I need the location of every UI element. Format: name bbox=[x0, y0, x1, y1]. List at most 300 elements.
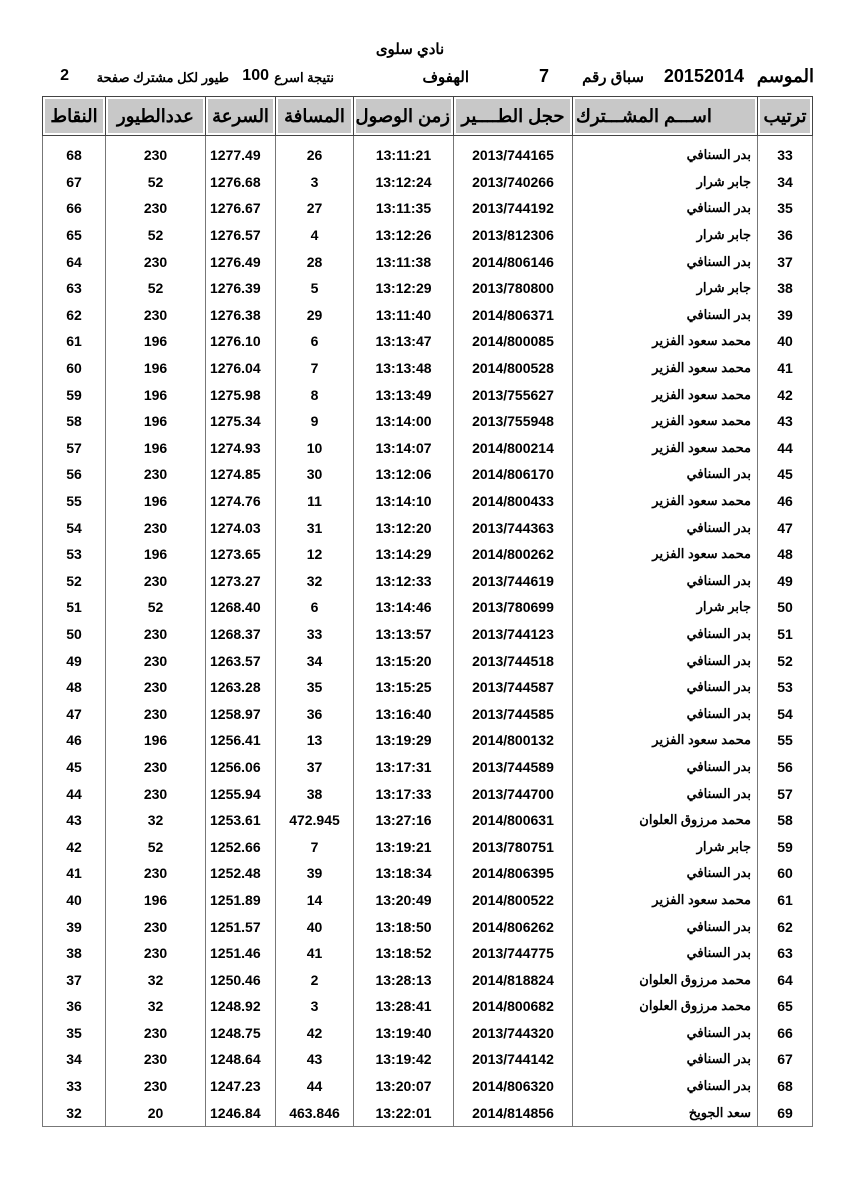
cell-speed: 1255.94 bbox=[206, 780, 276, 807]
cell-time: 13:18:52 bbox=[354, 940, 454, 967]
cell-ring: 2014/800528 bbox=[454, 355, 573, 382]
cell-rank: 59 bbox=[758, 833, 813, 860]
table-row bbox=[43, 488, 813, 515]
cell-name: جابر شرار bbox=[573, 594, 758, 621]
table-row bbox=[43, 594, 813, 621]
cell-birds: 196 bbox=[106, 541, 206, 568]
table-row bbox=[43, 514, 813, 541]
cell-rank: 46 bbox=[758, 488, 813, 515]
table-row bbox=[43, 136, 813, 169]
table-row bbox=[43, 727, 813, 754]
cell-points: 39 bbox=[43, 913, 106, 940]
cell-time: 13:13:48 bbox=[354, 355, 454, 382]
cell-rank: 62 bbox=[758, 913, 813, 940]
cell-name: جابر شرار bbox=[573, 222, 758, 249]
cell-ring: 2013/744775 bbox=[454, 940, 573, 967]
cell-name: محمد مرزوق العلوان bbox=[573, 993, 758, 1020]
cell-birds: 196 bbox=[106, 355, 206, 382]
cell-birds: 230 bbox=[106, 1046, 206, 1073]
cell-rank: 68 bbox=[758, 1073, 813, 1100]
cell-speed: 1251.89 bbox=[206, 887, 276, 914]
cell-points: 58 bbox=[43, 408, 106, 435]
cell-points: 57 bbox=[43, 435, 106, 462]
cell-ring: 2013/755627 bbox=[454, 381, 573, 408]
cell-rank: 36 bbox=[758, 222, 813, 249]
cell-speed: 1253.61 bbox=[206, 807, 276, 834]
cell-birds: 230 bbox=[106, 674, 206, 701]
cell-time: 13:17:31 bbox=[354, 754, 454, 781]
cell-time: 13:19:42 bbox=[354, 1046, 454, 1073]
cell-points: 40 bbox=[43, 887, 106, 914]
cell-birds: 196 bbox=[106, 408, 206, 435]
cell-points: 32 bbox=[43, 1099, 106, 1126]
cell-distance: 11 bbox=[276, 488, 354, 515]
cell-ring: 2013/744320 bbox=[454, 1020, 573, 1047]
cell-time: 13:14:00 bbox=[354, 408, 454, 435]
cell-name: بدر السنافي bbox=[573, 1020, 758, 1047]
cell-points: 64 bbox=[43, 248, 106, 275]
club-title: نادي سلوى bbox=[375, 41, 445, 58]
cell-birds: 32 bbox=[106, 993, 206, 1020]
cell-distance: 42 bbox=[276, 1020, 354, 1047]
cell-rank: 61 bbox=[758, 887, 813, 914]
cell-points: 38 bbox=[43, 940, 106, 967]
cell-birds: 52 bbox=[106, 222, 206, 249]
cell-time: 13:12:26 bbox=[354, 222, 454, 249]
cell-distance: 41 bbox=[276, 940, 354, 967]
cell-name: بدر السنافي bbox=[573, 568, 758, 595]
cell-rank: 40 bbox=[758, 328, 813, 355]
cell-points: 68 bbox=[43, 136, 106, 169]
cell-time: 13:20:49 bbox=[354, 887, 454, 914]
cell-name: بدر السنافي bbox=[573, 674, 758, 701]
cell-speed: 1268.37 bbox=[206, 621, 276, 648]
cell-speed: 1263.28 bbox=[206, 674, 276, 701]
cell-points: 49 bbox=[43, 647, 106, 674]
cell-speed: 1251.46 bbox=[206, 940, 276, 967]
cell-distance: 26 bbox=[276, 136, 354, 169]
cell-name: بدر السنافي bbox=[573, 136, 758, 169]
cell-name: جابر شرار bbox=[573, 169, 758, 196]
cell-points: 66 bbox=[43, 195, 106, 222]
cell-birds: 230 bbox=[106, 621, 206, 648]
cell-ring: 2014/800085 bbox=[454, 328, 573, 355]
cell-points: 42 bbox=[43, 833, 106, 860]
cell-speed: 1275.34 bbox=[206, 408, 276, 435]
cell-distance: 8 bbox=[276, 381, 354, 408]
cell-ring: 2013/780800 bbox=[454, 275, 573, 302]
cell-distance: 36 bbox=[276, 700, 354, 727]
cell-speed: 1250.46 bbox=[206, 966, 276, 993]
cell-points: 43 bbox=[43, 807, 106, 834]
cell-ring: 2014/818824 bbox=[454, 966, 573, 993]
cell-ring: 2014/800631 bbox=[454, 807, 573, 834]
cell-birds: 196 bbox=[106, 887, 206, 914]
cell-ring: 2014/806320 bbox=[454, 1073, 573, 1100]
cell-speed: 1276.67 bbox=[206, 195, 276, 222]
cell-time: 13:14:46 bbox=[354, 594, 454, 621]
cell-points: 34 bbox=[43, 1046, 106, 1073]
table-row bbox=[43, 568, 813, 595]
cell-speed: 1274.76 bbox=[206, 488, 276, 515]
cell-points: 44 bbox=[43, 780, 106, 807]
cell-rank: 53 bbox=[758, 674, 813, 701]
cell-time: 13:11:21 bbox=[354, 136, 454, 169]
cell-rank: 51 bbox=[758, 621, 813, 648]
cell-name: بدر السنافي bbox=[573, 754, 758, 781]
cell-points: 60 bbox=[43, 355, 106, 382]
cell-ring: 2014/806262 bbox=[454, 913, 573, 940]
cell-name: بدر السنافي bbox=[573, 647, 758, 674]
cell-speed: 1273.27 bbox=[206, 568, 276, 595]
cell-rank: 39 bbox=[758, 302, 813, 329]
column-header-points: النقاط bbox=[43, 97, 106, 136]
cell-points: 45 bbox=[43, 754, 106, 781]
cell-distance: 40 bbox=[276, 913, 354, 940]
cell-ring: 2013/744142 bbox=[454, 1046, 573, 1073]
cell-speed: 1274.85 bbox=[206, 461, 276, 488]
cell-points: 59 bbox=[43, 381, 106, 408]
column-header-speed: السرعة bbox=[206, 97, 276, 136]
cell-time: 13:14:07 bbox=[354, 435, 454, 462]
cell-distance: 29 bbox=[276, 302, 354, 329]
cell-points: 62 bbox=[43, 302, 106, 329]
cell-points: 41 bbox=[43, 860, 106, 887]
table-row bbox=[43, 807, 813, 834]
cell-time: 13:27:16 bbox=[354, 807, 454, 834]
season-value: 20152014 bbox=[663, 66, 744, 86]
cell-points: 54 bbox=[43, 514, 106, 541]
column-header-ring: حجل الطــــير bbox=[454, 97, 573, 136]
cell-points: 46 bbox=[43, 727, 106, 754]
cell-distance: 32 bbox=[276, 568, 354, 595]
cell-birds: 230 bbox=[106, 860, 206, 887]
cell-speed: 1276.68 bbox=[206, 169, 276, 196]
cell-distance: 33 bbox=[276, 621, 354, 648]
cell-speed: 1256.41 bbox=[206, 727, 276, 754]
cell-rank: 45 bbox=[758, 461, 813, 488]
cell-ring: 2014/800132 bbox=[454, 727, 573, 754]
cell-birds: 20 bbox=[106, 1099, 206, 1126]
table-row bbox=[43, 355, 813, 382]
cell-rank: 64 bbox=[758, 966, 813, 993]
page-number: 2 bbox=[60, 67, 69, 84]
cell-name: بدر السنافي bbox=[573, 913, 758, 940]
cell-name: محمد سعود الفزير bbox=[573, 408, 758, 435]
cell-distance: 13 bbox=[276, 727, 354, 754]
table-row bbox=[43, 248, 813, 275]
cell-rank: 56 bbox=[758, 754, 813, 781]
cell-time: 13:12:20 bbox=[354, 514, 454, 541]
cell-rank: 42 bbox=[758, 381, 813, 408]
cell-ring: 2013/744619 bbox=[454, 568, 573, 595]
cell-name: محمد سعود الفزير bbox=[573, 435, 758, 462]
cell-name: سعد الجويخ bbox=[573, 1099, 758, 1126]
cell-speed: 1276.49 bbox=[206, 248, 276, 275]
cell-birds: 230 bbox=[106, 1020, 206, 1047]
cell-name: محمد سعود الفزير bbox=[573, 488, 758, 515]
cell-distance: 9 bbox=[276, 408, 354, 435]
table-row bbox=[43, 700, 813, 727]
cell-birds: 230 bbox=[106, 780, 206, 807]
result-label: نتيجة اسرع bbox=[274, 70, 334, 85]
column-header-time: زمن الوصول bbox=[354, 97, 454, 136]
table-row bbox=[43, 887, 813, 914]
race-number: 7 bbox=[538, 66, 549, 86]
cell-birds: 230 bbox=[106, 514, 206, 541]
table-row bbox=[43, 408, 813, 435]
cell-distance: 43 bbox=[276, 1046, 354, 1073]
cell-distance: 34 bbox=[276, 647, 354, 674]
cell-time: 13:19:29 bbox=[354, 727, 454, 754]
cell-points: 65 bbox=[43, 222, 106, 249]
cell-speed: 1277.49 bbox=[206, 136, 276, 169]
cell-points: 50 bbox=[43, 621, 106, 648]
location: الهفوف bbox=[422, 69, 469, 86]
column-header-name: اســـم المشـــترك bbox=[573, 97, 758, 136]
results-table bbox=[42, 96, 813, 1127]
cell-name: بدر السنافي bbox=[573, 195, 758, 222]
cell-birds: 196 bbox=[106, 328, 206, 355]
cell-speed: 1276.57 bbox=[206, 222, 276, 249]
cell-birds: 196 bbox=[106, 727, 206, 754]
cell-time: 13:13:47 bbox=[354, 328, 454, 355]
cell-time: 13:19:40 bbox=[354, 1020, 454, 1047]
result-count: 100 bbox=[242, 67, 269, 84]
cell-points: 36 bbox=[43, 993, 106, 1020]
cell-points: 37 bbox=[43, 966, 106, 993]
cell-birds: 196 bbox=[106, 488, 206, 515]
table-row bbox=[43, 940, 813, 967]
cell-time: 13:20:07 bbox=[354, 1073, 454, 1100]
cell-name: بدر السنافي bbox=[573, 461, 758, 488]
cell-time: 13:17:33 bbox=[354, 780, 454, 807]
cell-distance: 27 bbox=[276, 195, 354, 222]
table-row bbox=[43, 1020, 813, 1047]
cell-rank: 48 bbox=[758, 541, 813, 568]
cell-ring: 2014/814856 bbox=[454, 1099, 573, 1126]
cell-rank: 66 bbox=[758, 1020, 813, 1047]
cell-time: 13:18:50 bbox=[354, 913, 454, 940]
cell-speed: 1246.84 bbox=[206, 1099, 276, 1126]
cell-points: 33 bbox=[43, 1073, 106, 1100]
cell-rank: 58 bbox=[758, 807, 813, 834]
cell-name: محمد سعود الفزير bbox=[573, 541, 758, 568]
cell-distance: 3 bbox=[276, 169, 354, 196]
cell-time: 13:11:40 bbox=[354, 302, 454, 329]
cell-ring: 2014/806395 bbox=[454, 860, 573, 887]
cell-birds: 230 bbox=[106, 1073, 206, 1100]
cell-distance: 5 bbox=[276, 275, 354, 302]
table-row bbox=[43, 621, 813, 648]
cell-distance: 39 bbox=[276, 860, 354, 887]
cell-ring: 2013/744192 bbox=[454, 195, 573, 222]
cell-birds: 32 bbox=[106, 966, 206, 993]
cell-speed: 1263.57 bbox=[206, 647, 276, 674]
cell-points: 53 bbox=[43, 541, 106, 568]
cell-speed: 1258.97 bbox=[206, 700, 276, 727]
cell-rank: 49 bbox=[758, 568, 813, 595]
cell-points: 52 bbox=[43, 568, 106, 595]
cell-rank: 63 bbox=[758, 940, 813, 967]
cell-distance: 7 bbox=[276, 355, 354, 382]
cell-time: 13:13:57 bbox=[354, 621, 454, 648]
cell-speed: 1248.64 bbox=[206, 1046, 276, 1073]
cell-distance: 472.945 bbox=[276, 807, 354, 834]
cell-distance: 7 bbox=[276, 833, 354, 860]
cell-time: 13:12:24 bbox=[354, 169, 454, 196]
cell-rank: 33 bbox=[758, 136, 813, 169]
cell-birds: 230 bbox=[106, 195, 206, 222]
cell-speed: 1248.75 bbox=[206, 1020, 276, 1047]
cell-name: بدر السنافي bbox=[573, 302, 758, 329]
table-row bbox=[43, 966, 813, 993]
cell-points: 61 bbox=[43, 328, 106, 355]
table-row bbox=[43, 1073, 813, 1100]
cell-name: محمد سعود الفزير bbox=[573, 887, 758, 914]
cell-rank: 37 bbox=[758, 248, 813, 275]
table-row bbox=[43, 1046, 813, 1073]
table-row bbox=[43, 833, 813, 860]
cell-ring: 2013/780751 bbox=[454, 833, 573, 860]
cell-speed: 1275.98 bbox=[206, 381, 276, 408]
cell-time: 13:15:20 bbox=[354, 647, 454, 674]
cell-ring: 2014/800433 bbox=[454, 488, 573, 515]
table-row bbox=[43, 647, 813, 674]
cell-speed: 1274.03 bbox=[206, 514, 276, 541]
cell-name: بدر السنافي bbox=[573, 1073, 758, 1100]
cell-rank: 47 bbox=[758, 514, 813, 541]
cell-birds: 230 bbox=[106, 136, 206, 169]
cell-birds: 52 bbox=[106, 833, 206, 860]
cell-rank: 60 bbox=[758, 860, 813, 887]
cell-rank: 41 bbox=[758, 355, 813, 382]
cell-name: محمد سعود الفزير bbox=[573, 328, 758, 355]
cell-ring: 2013/780699 bbox=[454, 594, 573, 621]
cell-rank: 57 bbox=[758, 780, 813, 807]
cell-birds: 52 bbox=[106, 169, 206, 196]
cell-ring: 2013/812306 bbox=[454, 222, 573, 249]
cell-name: جابر شرار bbox=[573, 833, 758, 860]
cell-distance: 6 bbox=[276, 594, 354, 621]
cell-rank: 67 bbox=[758, 1046, 813, 1073]
cell-speed: 1276.39 bbox=[206, 275, 276, 302]
cell-speed: 1256.06 bbox=[206, 754, 276, 781]
cell-time: 13:18:34 bbox=[354, 860, 454, 887]
cell-speed: 1268.40 bbox=[206, 594, 276, 621]
cell-distance: 10 bbox=[276, 435, 354, 462]
cell-points: 55 bbox=[43, 488, 106, 515]
cell-birds: 230 bbox=[106, 940, 206, 967]
cell-name: محمد سعود الفزير bbox=[573, 381, 758, 408]
cell-speed: 1252.66 bbox=[206, 833, 276, 860]
cell-birds: 52 bbox=[106, 594, 206, 621]
table-row bbox=[43, 222, 813, 249]
table-row bbox=[43, 993, 813, 1020]
cell-name: محمد مرزوق العلوان bbox=[573, 966, 758, 993]
cell-speed: 1276.10 bbox=[206, 328, 276, 355]
table-row bbox=[43, 913, 813, 940]
cell-distance: 30 bbox=[276, 461, 354, 488]
column-header-distance: المسافة bbox=[276, 97, 354, 136]
cell-distance: 44 bbox=[276, 1073, 354, 1100]
cell-points: 63 bbox=[43, 275, 106, 302]
cell-speed: 1252.48 bbox=[206, 860, 276, 887]
cell-rank: 43 bbox=[758, 408, 813, 435]
cell-birds: 230 bbox=[106, 913, 206, 940]
cell-name: بدر السنافي bbox=[573, 860, 758, 887]
cell-birds: 230 bbox=[106, 461, 206, 488]
cell-distance: 31 bbox=[276, 514, 354, 541]
column-header-birds: عددالطيور bbox=[106, 97, 206, 136]
cell-ring: 2013/744585 bbox=[454, 700, 573, 727]
cell-ring: 2013/744165 bbox=[454, 136, 573, 169]
cell-rank: 50 bbox=[758, 594, 813, 621]
cell-name: محمد سعود الفزير bbox=[573, 727, 758, 754]
cell-ring: 2014/806170 bbox=[454, 461, 573, 488]
cell-distance: 2 bbox=[276, 966, 354, 993]
cell-points: 35 bbox=[43, 1020, 106, 1047]
cell-distance: 12 bbox=[276, 541, 354, 568]
cell-name: بدر السنافي bbox=[573, 780, 758, 807]
table-row bbox=[43, 1099, 813, 1126]
cell-birds: 230 bbox=[106, 647, 206, 674]
cell-distance: 3 bbox=[276, 993, 354, 1020]
cell-speed: 1276.04 bbox=[206, 355, 276, 382]
cell-time: 13:15:25 bbox=[354, 674, 454, 701]
cell-name: بدر السنافي bbox=[573, 700, 758, 727]
cell-ring: 2014/800262 bbox=[454, 541, 573, 568]
cell-name: بدر السنافي bbox=[573, 940, 758, 967]
table-row bbox=[43, 169, 813, 196]
cell-ring: 2013/744518 bbox=[454, 647, 573, 674]
cell-distance: 4 bbox=[276, 222, 354, 249]
cell-points: 56 bbox=[43, 461, 106, 488]
table-row bbox=[43, 328, 813, 355]
cell-distance: 14 bbox=[276, 887, 354, 914]
cell-birds: 196 bbox=[106, 435, 206, 462]
cell-time: 13:16:40 bbox=[354, 700, 454, 727]
cell-birds: 196 bbox=[106, 381, 206, 408]
cell-distance: 6 bbox=[276, 328, 354, 355]
table-row bbox=[43, 860, 813, 887]
cell-time: 13:14:10 bbox=[354, 488, 454, 515]
cell-ring: 2014/806371 bbox=[454, 302, 573, 329]
cell-ring: 2014/800522 bbox=[454, 887, 573, 914]
cell-speed: 1274.93 bbox=[206, 435, 276, 462]
table-row bbox=[43, 381, 813, 408]
cell-points: 51 bbox=[43, 594, 106, 621]
cell-time: 13:12:06 bbox=[354, 461, 454, 488]
cell-name: محمد سعود الفزير bbox=[573, 355, 758, 382]
cell-distance: 463.846 bbox=[276, 1099, 354, 1126]
cell-distance: 38 bbox=[276, 780, 354, 807]
cell-name: جابر شرار bbox=[573, 275, 758, 302]
race-label: سباق رقم bbox=[582, 69, 644, 86]
cell-time: 13:11:35 bbox=[354, 195, 454, 222]
table-row bbox=[43, 541, 813, 568]
cell-speed: 1273.65 bbox=[206, 541, 276, 568]
cell-speed: 1276.38 bbox=[206, 302, 276, 329]
cell-time: 13:11:38 bbox=[354, 248, 454, 275]
table-row bbox=[43, 435, 813, 462]
table-row bbox=[43, 195, 813, 222]
cell-ring: 2013/744123 bbox=[454, 621, 573, 648]
cell-speed: 1248.92 bbox=[206, 993, 276, 1020]
cell-ring: 2013/740266 bbox=[454, 169, 573, 196]
cell-ring: 2014/800682 bbox=[454, 993, 573, 1020]
cell-birds: 230 bbox=[106, 248, 206, 275]
